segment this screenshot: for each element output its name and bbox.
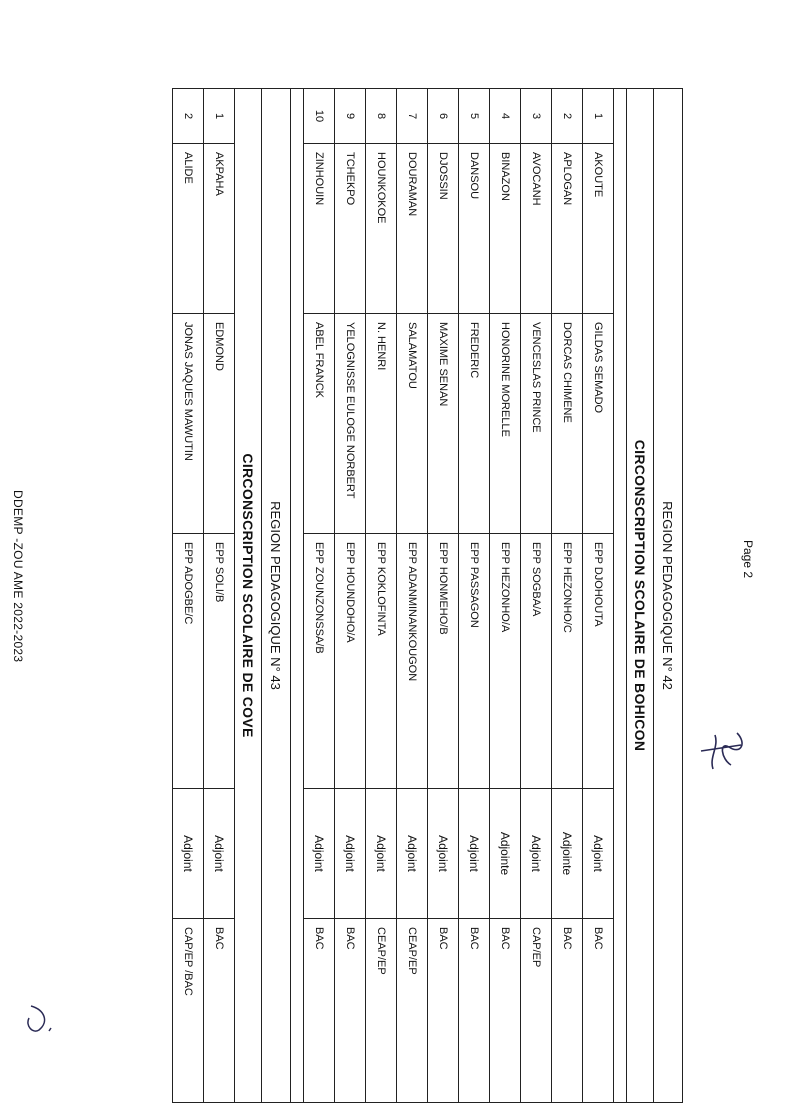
table-row <box>552 89 583 1103</box>
position-cell: Adjoint <box>304 789 335 919</box>
position-cell: Adjoint <box>459 789 490 919</box>
school-cell: EPP ADANMINANKOUGON <box>397 534 428 789</box>
diploma-cell: BAC <box>428 919 459 1103</box>
region-heading-row <box>262 89 291 1103</box>
first-names-cell: FREDERIC <box>459 314 490 534</box>
row-number: 8 <box>366 89 397 144</box>
page-number: Page 2 <box>741 540 755 579</box>
table-row <box>521 89 552 1103</box>
table-row <box>366 89 397 1103</box>
school-cell: EPP SOLI/B <box>204 534 235 789</box>
row-number: 7 <box>397 89 428 144</box>
surname-cell: DOURAMAN <box>397 144 428 314</box>
first-names-cell: N. HENRI <box>366 314 397 534</box>
surname-cell: TCHEKPO <box>335 144 366 314</box>
position-cell: Adjoint <box>521 789 552 919</box>
table-row <box>397 89 428 1103</box>
table-row <box>173 89 204 1103</box>
school-cell: EPP PASSAGON <box>459 534 490 789</box>
first-names-cell: EDMOND <box>204 314 235 534</box>
school-cell: EPP KOKLOFINTA <box>366 534 397 789</box>
surname-cell: AKPAHA <box>204 144 235 314</box>
school-cell: EPP HEZONHO/A <box>490 534 521 789</box>
first-names-cell: HONORINE MORELLE <box>490 314 521 534</box>
surname-cell: HOUNKOKOE <box>366 144 397 314</box>
table-row <box>204 89 235 1103</box>
school-cell: EPP SOGBA/A <box>521 534 552 789</box>
row-number: 2 <box>173 89 204 144</box>
surname-cell: AVOCANH <box>521 144 552 314</box>
diploma-cell: BAC <box>552 919 583 1103</box>
row-number: 1 <box>204 89 235 144</box>
position-cell: Adjoint <box>397 789 428 919</box>
table-row <box>335 89 366 1103</box>
diploma-cell: CAP/EP <box>521 919 552 1103</box>
position-cell: Adjoint <box>428 789 459 919</box>
surname-cell: APLOGAN <box>552 144 583 314</box>
region-heading: REGION PEDAGOGIQUE N° 43 <box>262 89 291 1103</box>
diploma-cell: BAC <box>490 919 521 1103</box>
row-number: 5 <box>459 89 490 144</box>
school-cell: EPP HONMEHO/B <box>428 534 459 789</box>
surname-cell: BINAZON <box>490 144 521 314</box>
diploma-cell: BAC <box>459 919 490 1103</box>
diploma-cell: BAC <box>304 919 335 1103</box>
first-names-cell: JONAS JAQUES MAWUTIN <box>173 314 204 534</box>
personnel-table <box>172 88 683 1103</box>
row-number: 10 <box>304 89 335 144</box>
position-cell: Adjointe <box>552 789 583 919</box>
table-row <box>428 89 459 1103</box>
position-cell: Adjoint <box>366 789 397 919</box>
surname-cell: ZINHOUIN <box>304 144 335 314</box>
table-row <box>583 89 614 1103</box>
first-names-cell: ABEL FRANCK <box>304 314 335 534</box>
spacer-cell <box>291 89 304 1103</box>
signature-mark <box>689 725 749 775</box>
surname-cell: ALIDE <box>173 144 204 314</box>
surname-cell: AKOUTE <box>583 144 614 314</box>
first-names-cell: GILDAS SEMADO <box>583 314 614 534</box>
first-names-cell: MAXIME SENAN <box>428 314 459 534</box>
row-number: 4 <box>490 89 521 144</box>
first-names-cell: SALAMATOU <box>397 314 428 534</box>
spacer-cell <box>614 89 627 1103</box>
surname-cell: DANSOU <box>459 144 490 314</box>
diploma-cell: CEAP/EP <box>397 919 428 1103</box>
diploma-cell: BAC <box>204 919 235 1103</box>
row-number: 6 <box>428 89 459 144</box>
first-names-cell: VENCESLAS PRINCE <box>521 314 552 534</box>
school-cell: EPP HEZONHO/C <box>552 534 583 789</box>
school-cell: EPP ZOUNZONSSA/B <box>304 534 335 789</box>
position-cell: Adjoint <box>335 789 366 919</box>
initials-mark <box>19 1000 59 1040</box>
circonscription-heading-row <box>627 89 654 1103</box>
circonscription-heading: CIRCONSCRIPTION SCOLAIRE DE BOHICON <box>627 89 654 1103</box>
school-cell: EPP HOUNDOHO/A <box>335 534 366 789</box>
table-row <box>304 89 335 1103</box>
first-names-cell: DORCAS CHIMENE <box>552 314 583 534</box>
spacer-row <box>291 89 304 1103</box>
first-names-cell: YELOGNISSE EULOGE NORBERT <box>335 314 366 534</box>
spacer-row <box>614 89 627 1103</box>
table-row <box>459 89 490 1103</box>
position-cell: Adjointe <box>490 789 521 919</box>
diploma-cell: CEAP/EP <box>366 919 397 1103</box>
position-cell: Adjoint <box>204 789 235 919</box>
circonscription-heading: CIRCONSCRIPTION SCOLAIRE DE COVE <box>235 89 262 1103</box>
row-number: 3 <box>521 89 552 144</box>
region-heading: REGION PEDAGOGIQUE N° 42 <box>654 89 683 1103</box>
diploma-cell: BAC <box>335 919 366 1103</box>
surname-cell: DJOSSIN <box>428 144 459 314</box>
row-number: 2 <box>552 89 583 144</box>
row-number: 1 <box>583 89 614 144</box>
position-cell: Adjoint <box>583 789 614 919</box>
table-row <box>490 89 521 1103</box>
region-heading-row <box>654 89 683 1103</box>
school-cell: EPP ADOGBE/C <box>173 534 204 789</box>
school-cell: EPP DJOHOUTA <box>583 534 614 789</box>
diploma-cell: CAP/EP /BAC <box>173 919 204 1103</box>
footer-text: DDEMP -ZOU AME 2022-2023 <box>11 490 25 663</box>
diploma-cell: BAC <box>583 919 614 1103</box>
circonscription-heading-row <box>235 89 262 1103</box>
position-cell: Adjoint <box>173 789 204 919</box>
row-number: 9 <box>335 89 366 144</box>
